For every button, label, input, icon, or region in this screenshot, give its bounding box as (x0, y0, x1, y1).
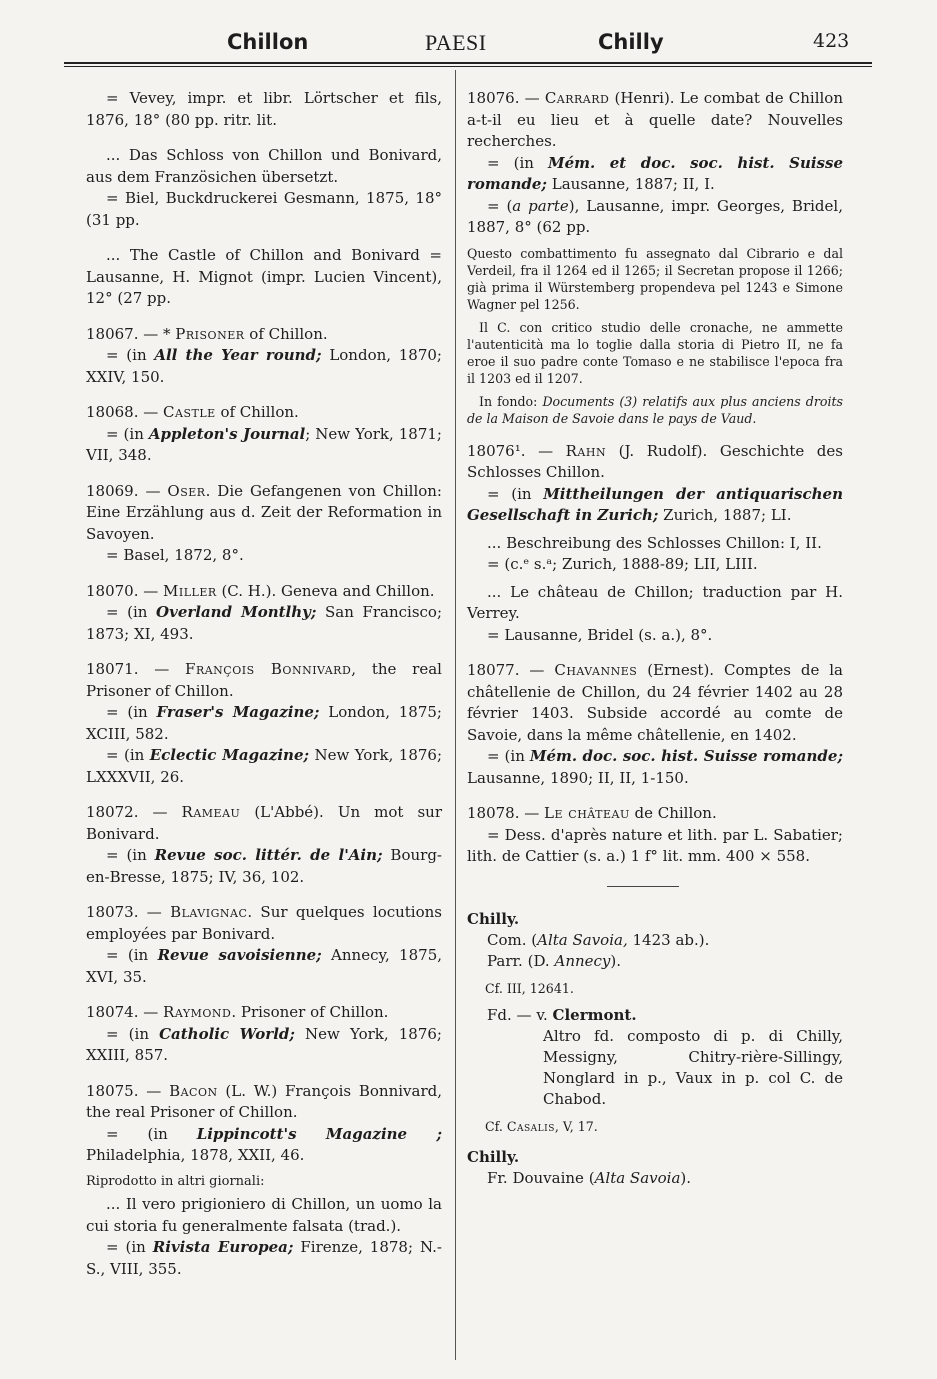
fief-line (487, 1005, 843, 1026)
entry-18072 (86, 802, 442, 888)
entry-number: 18071. — (86, 660, 186, 678)
line-prefix: Parr. (D. (487, 951, 555, 970)
entry-number: 18077. — (467, 661, 555, 679)
journal-title: Mittheilungen der antiquarischen Gesellschaft in Zurich; (467, 484, 843, 524)
entry-author: Miller (163, 581, 217, 600)
topic-chilly-2 (467, 1147, 843, 1189)
right-column (467, 88, 843, 1199)
entry-source (86, 1124, 442, 1167)
entry-heading (86, 802, 442, 845)
journal-title: Catholic World; (159, 1024, 295, 1043)
entry-source (86, 702, 442, 745)
source-prefix: = (in (106, 846, 155, 864)
section-separator (607, 886, 679, 887)
entry-imprint: = Dess. d'après nature et lith. par L. Sabatier; lith. de Cattier (s. a.) 1 f° lit. mm. 400 × 558. (467, 825, 843, 865)
entry-number: 18068. — (86, 403, 164, 421)
entry-author: Bacon (169, 1081, 218, 1100)
source-prefix: = (in (106, 1238, 153, 1256)
entry-title: . Die Gefangenen von Chillon: Eine Erzählung aus d. Zeit der Reformation in Savoyen. (86, 481, 442, 543)
source-details: ; New York, 1871; VII, 348. (86, 424, 442, 464)
entry-18075 (86, 1081, 442, 1281)
cross-reference (485, 1116, 843, 1137)
entry-title: of Chillon. (215, 403, 299, 421)
note-text: Questo combattimento fu assegnato dal Cibrario e dal Verdeil, fra il 1264 ed il 1265; il Secretan propose il 1266; già prima il Würstemberg propendeva pel 1243 e Simone Wagner pel 1256. (467, 245, 843, 312)
entry-source (86, 1237, 442, 1280)
reprint-note: Riprodotto in altri giornali: (86, 1173, 265, 1189)
source-details: Zurich, 1887; LI. (658, 506, 792, 524)
source-details: Lausanne, 1890; II, II, 1-150. (467, 768, 689, 787)
entry-imprint: = Basel, 1872, 8°. (106, 546, 244, 564)
entry-source (86, 602, 442, 645)
entry-heading (467, 441, 843, 484)
diocese-name: Annecy (554, 951, 611, 970)
entry-imprint: = Lausanne, Bridel (s. a.), 8°. (487, 625, 713, 644)
topic-heading: Chilly. (467, 909, 520, 928)
entry-18077 (467, 660, 843, 789)
note-italic: Documents (3) relatifs aux plus anciens droits de la Maison de Savoie dans le pays de Vaud. (467, 393, 843, 426)
entry-vevey (86, 88, 442, 131)
entry-title: (Ernest). Comptes de la châtellenie de Chillon, du 24 février 1402 au 28 février 1403. Subside accordé au comte de Savoie, dans la même châtellenie, en 1402. (467, 661, 843, 744)
line-prefix: Fr. Douvaine ( (487, 1168, 595, 1187)
entry-title: (C. H.). Geneva and Chillon. (216, 581, 435, 600)
source-details: Firenze, 1878; N.-S., VIII, 355. (86, 1238, 442, 1278)
journal-title: Eclectic Magazine; (149, 746, 310, 764)
entry-title: (J. Rudolf). Geschichte des Schlosses Chillon. (467, 441, 843, 481)
entry-source (86, 1024, 442, 1067)
entry-castle-of-chillon (86, 245, 442, 310)
line-prefix: Fd. — v. (487, 1005, 553, 1024)
entry-author: Castle (163, 403, 216, 421)
entry-source (86, 945, 442, 988)
entry-18069 (86, 481, 442, 567)
source-details: Annecy, 1875, XVI, 35. (86, 946, 443, 986)
entry-author: Rahn (565, 441, 607, 460)
entry-author: Rameau (181, 803, 241, 821)
entry-heading (86, 324, 442, 346)
region-name: Alta Savoia (594, 1168, 681, 1187)
source-prefix: = (in (106, 946, 158, 964)
entry-heading (86, 581, 442, 603)
column-divider (455, 70, 456, 1360)
entry-text: ... Le château de Chillon; traduction par H. Verrey. (467, 582, 843, 622)
source-details: Lausanne, 1887; II, I. (546, 175, 715, 193)
entry-text: ... Beschreibung des Schlosses Chillon: I, II. (487, 533, 822, 552)
topic-chilly-1 (467, 909, 843, 1137)
left-column (86, 88, 442, 1294)
entry-title: . Prisoner of Chillon. (231, 1003, 389, 1021)
journal-title: Mém. doc. soc. hist. Suisse romande; (529, 747, 843, 765)
entry-text: ... The Castle of Chillon and Bonivard = Lausanne, H. Mignot (impr. Lucien Vincent), 12° (27 pp. (86, 246, 442, 307)
entry-source (467, 484, 843, 527)
source-details: New York, 1876; LXXXVII, 26. (86, 746, 442, 786)
source-prefix: = (in (106, 746, 150, 764)
source-prefix: = (in (106, 424, 149, 443)
entry-18073 (86, 902, 442, 988)
source-details: London, 1875; XCIII, 582. (86, 703, 442, 743)
entry-number: 18078. — (467, 804, 545, 822)
source-prefix: = (in (106, 1124, 197, 1143)
entry-18071 (86, 659, 442, 788)
entry-source (86, 845, 442, 888)
journal-title: Fraser's Magazine; (156, 703, 320, 721)
line-rest: ). (610, 951, 622, 970)
entry-title: (Henri). Le combat de Chillon a-t-il eu lieu et à quelle date? Nouvelles recherches. (467, 89, 843, 150)
fraction-line (487, 1168, 843, 1189)
entry-number: 18074. — (86, 1003, 164, 1021)
entry-heading (86, 402, 442, 424)
entry-number: 18076. — (467, 89, 545, 107)
entry-author: Raymond (163, 1003, 232, 1021)
journal-title: Mém. et doc. soc. hist. Suisse romande; (467, 153, 843, 193)
entry-text: ... Das Schloss von Chillon und Bonivard, aus dem Französichen übersetzt. (86, 146, 442, 186)
line-rest: , V, 17. (554, 1118, 598, 1134)
fief-description: Altro fd. composto di p. di Chilly, Messigny, Chitry-rière-Sillingy, Nonglard in p., Vaux in p. col C. de Chabod. (543, 1026, 843, 1108)
commune-line (487, 930, 843, 951)
source-details: Bourg-en-Bresse, 1875; IV, 36, 102. (86, 846, 442, 886)
entry-heading (86, 902, 442, 945)
header-left-keyword: Chillon (227, 30, 309, 54)
source-prefix: = (in (106, 603, 157, 621)
entry-18074 (86, 1002, 442, 1067)
entry-author: Chavannes (554, 661, 638, 679)
note-text (467, 393, 843, 427)
entry-title: (L. W.) François Bonnivard, the real Prisoner of Chillon. (86, 1081, 442, 1121)
entry-text: = Vevey, impr. et libr. Lörtscher et fils, 1876, 18° (80 pp. ritr. lit. (86, 89, 442, 129)
entry-number: 18070. — (86, 581, 164, 600)
line-rest: ). (680, 1168, 692, 1187)
source-details: Philadelphia, 1878, XXII, 46. (86, 1146, 305, 1164)
entry-heading (86, 481, 442, 546)
entry-heading (467, 803, 843, 825)
entry-number: 18069. — (86, 481, 168, 500)
region-name: Alta Savoia, (537, 930, 628, 949)
source-italic: a parte (512, 196, 569, 215)
page-number: 423 (813, 30, 850, 52)
journal-title: Rivista Europea; (152, 1238, 294, 1256)
journal-title: Overland Montlhy; (156, 603, 317, 621)
source-prefix: = (in (487, 153, 548, 172)
line-prefix: Com. ( (487, 930, 538, 949)
entry-imprint: = Biel, Buckdruckerei Gesmann, 1875, 18° (31 pp. (86, 189, 442, 229)
entry-source (86, 745, 442, 788)
entry-heading (86, 1002, 442, 1024)
entry-source (467, 196, 843, 239)
source-details: San Francisco; 1873; XI, 493. (86, 603, 442, 643)
source-prefix: = (in (487, 484, 544, 503)
entry-18078 (467, 803, 843, 868)
entry-author: Le château (544, 804, 630, 822)
header-right-keyword: Chilly (598, 30, 664, 54)
entry-number: 18067. — * (86, 324, 176, 343)
entry-author: Blavignac (170, 903, 248, 921)
entry-imprint: = (c.ᵉ s.ᵃ; Zurich, 1888-89; LII, LIII. (487, 555, 758, 573)
header-rule-thin (64, 66, 872, 67)
entry-source (467, 746, 843, 789)
entry-heading (86, 1081, 442, 1124)
journal-title: Appleton's Journal (148, 424, 306, 443)
cross-reference: Cf. III, 12641. (485, 980, 574, 996)
entry-18067 (86, 324, 442, 389)
entry-heading (86, 659, 442, 702)
source-details: New York, 1876; XXIII, 857. (86, 1024, 442, 1064)
entry-author: François Bonnivard (185, 660, 352, 678)
entry-18076-1 (467, 441, 843, 647)
entry-18076-notes (467, 245, 843, 427)
entry-author: Oser (167, 481, 206, 500)
entry-title: of Chillon. (244, 324, 328, 343)
fief-reference: Clermont. (552, 1005, 637, 1024)
entry-number: 18075. — (86, 1081, 170, 1100)
entry-number: 18073. — (86, 903, 171, 921)
source-details: London, 1870; XXIV, 150. (86, 346, 442, 386)
entry-text: ... Il vero prigioniero di Chillon, un uomo la cui storia fu generalmente falsata (trad.). (86, 1195, 442, 1235)
entry-author: Carrard (544, 89, 610, 107)
source-prefix: = (in (487, 747, 530, 765)
source-details: ), Lausanne, impr. Georges, Bridel, 1887, 8° (62 pp. (467, 196, 843, 236)
entry-title: , the real Prisoner of Chillon. (86, 660, 442, 700)
source-prefix: = (in (106, 703, 157, 721)
entry-title: . Sur quelques locutions employées par Bonivard. (86, 903, 442, 943)
journal-title: Lippincott's Magazine ; (196, 1124, 442, 1143)
entry-source (86, 345, 442, 388)
entry-heading (467, 660, 843, 746)
entry-number: 18072. — (86, 803, 182, 821)
source-prefix: = ( (487, 196, 513, 215)
topic-heading: Chilly. (467, 1147, 520, 1166)
running-header (0, 24, 937, 64)
header-section-title: PAESI (425, 30, 487, 55)
entry-18068 (86, 402, 442, 467)
cited-author: Casalis (506, 1118, 555, 1134)
entry-das-schloss (86, 145, 442, 231)
line-prefix: Cf. (485, 1118, 507, 1134)
journal-title: All the Year round; (154, 346, 322, 364)
line-rest: 1423 ab.). (627, 930, 710, 949)
entry-title: (L'Abbé). Un mot sur Bonivard. (86, 803, 442, 843)
note-prefix: In fondo: (479, 393, 543, 409)
entry-source (86, 424, 442, 467)
entry-18076 (467, 88, 843, 239)
journal-title: Revue soc. littér. de l'Ain; (154, 846, 383, 864)
entry-source (467, 153, 843, 196)
entry-heading (467, 88, 843, 153)
journal-title: Revue savoisienne; (157, 946, 322, 964)
source-prefix: = (in (106, 346, 155, 364)
entry-18070 (86, 581, 442, 646)
source-prefix: = (in (106, 1024, 160, 1043)
parish-line (487, 951, 843, 972)
note-text: Il C. con critico studio delle cronache, ne ammette l'autenticità ma lo toglie dalla storia di Pietro II, ne fa eroe il suo padre conte Tomaso e ne stabilisce l'epoca fra il 1203 ed il 1207. (467, 319, 843, 386)
header-rule (64, 62, 872, 64)
entry-author: Prisoner (175, 324, 245, 343)
entry-title: de Chillon. (629, 804, 717, 822)
entry-number: 18076¹. — (467, 441, 566, 460)
